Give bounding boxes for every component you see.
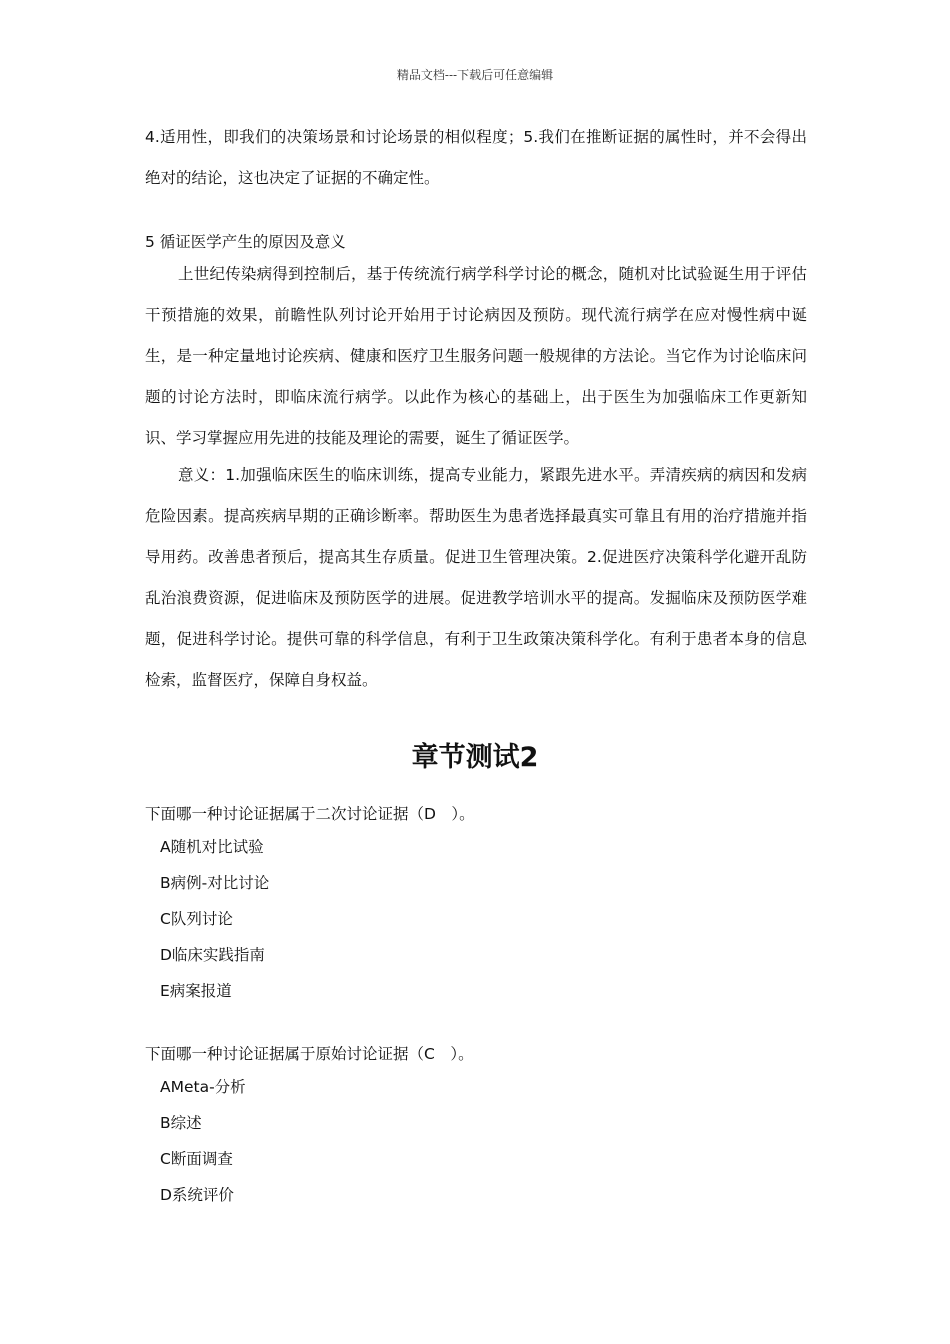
question-1-option-d: D临床实践指南 — [160, 946, 265, 964]
question-2-option-c: C断面调查 — [160, 1150, 233, 1168]
question-2-option-d: D系统评价 — [160, 1186, 234, 1204]
question-1-option-b: B病例-对比讨论 — [160, 874, 270, 892]
chapter-title: 章节测试2 — [411, 742, 539, 773]
question-1-options — [160, 829, 269, 1009]
question-2-stem: 下面哪一种讨论证据属于原始讨论证据（C ）。 — [145, 1045, 474, 1063]
section5-paragraph-origin: 上世纪传染病得到控制后，基于传统流行病学科学讨论的概念，随机对比试验诞生用于评估干预措施的效果，前瞻性队列讨论开始用于讨论病因及预防。现代流行病学在应对慢性病中诞生，是一种定量地讨论疾病、健康和医疗卫生服务问题一般规律的方法论。当它作为讨论临床问题的讨论方法时，即临床流行病学。以此作为核心的基础上，出于医生为加强临床工作更新知识、学习掌握应用先进的技能及理论的需要，诞生了循证医学。 — [145, 265, 807, 447]
question-1-stem: 下面哪一种讨论证据属于二次讨论证据（D ）。 — [145, 805, 475, 823]
page-header: 精品文档---下载后可任意编辑 — [396, 68, 554, 82]
question-2-option-b: B综述 — [160, 1114, 202, 1132]
section5-heading: 5 循证医学产生的原因及意义 — [145, 233, 346, 251]
section4-paragraph: 4.适用性，即我们的决策场景和讨论场景的相似程度；5.我们在推断证据的属性时，并不会得出绝对的结论，这也决定了证据的不确定性。 — [145, 128, 807, 187]
question-2-option-a: AMeta-分析 — [160, 1078, 246, 1096]
section5-paragraph-significance: 意义：1.加强临床医生的临床训练，提高专业能力，紧跟先进水平。弄清疾病的病因和发病危险因素。提高疾病早期的正确诊断率。帮助医生为患者选择最真实可靠且有用的治疗措施并指导用药。改善患者预后，提高其生存质量。促进卫生管理决策。2.促进医疗决策科学化避开乱防乱治浪费资源，促进临床及预防医学的进展。促进教学培训水平的提高。发掘临床及预防医学难题，促进科学讨论。提供可靠的科学信息，有利于卫生政策决策科学化。有利于患者本身的信息检索，监督医疗，保障自身权益。 — [145, 466, 807, 689]
question-1-option-a: A随机对比试验 — [160, 838, 264, 856]
question-1-option-e: E病案报道 — [160, 982, 232, 1000]
question-1-option-c: C队列讨论 — [160, 910, 233, 928]
question-2-options — [160, 1069, 246, 1213]
